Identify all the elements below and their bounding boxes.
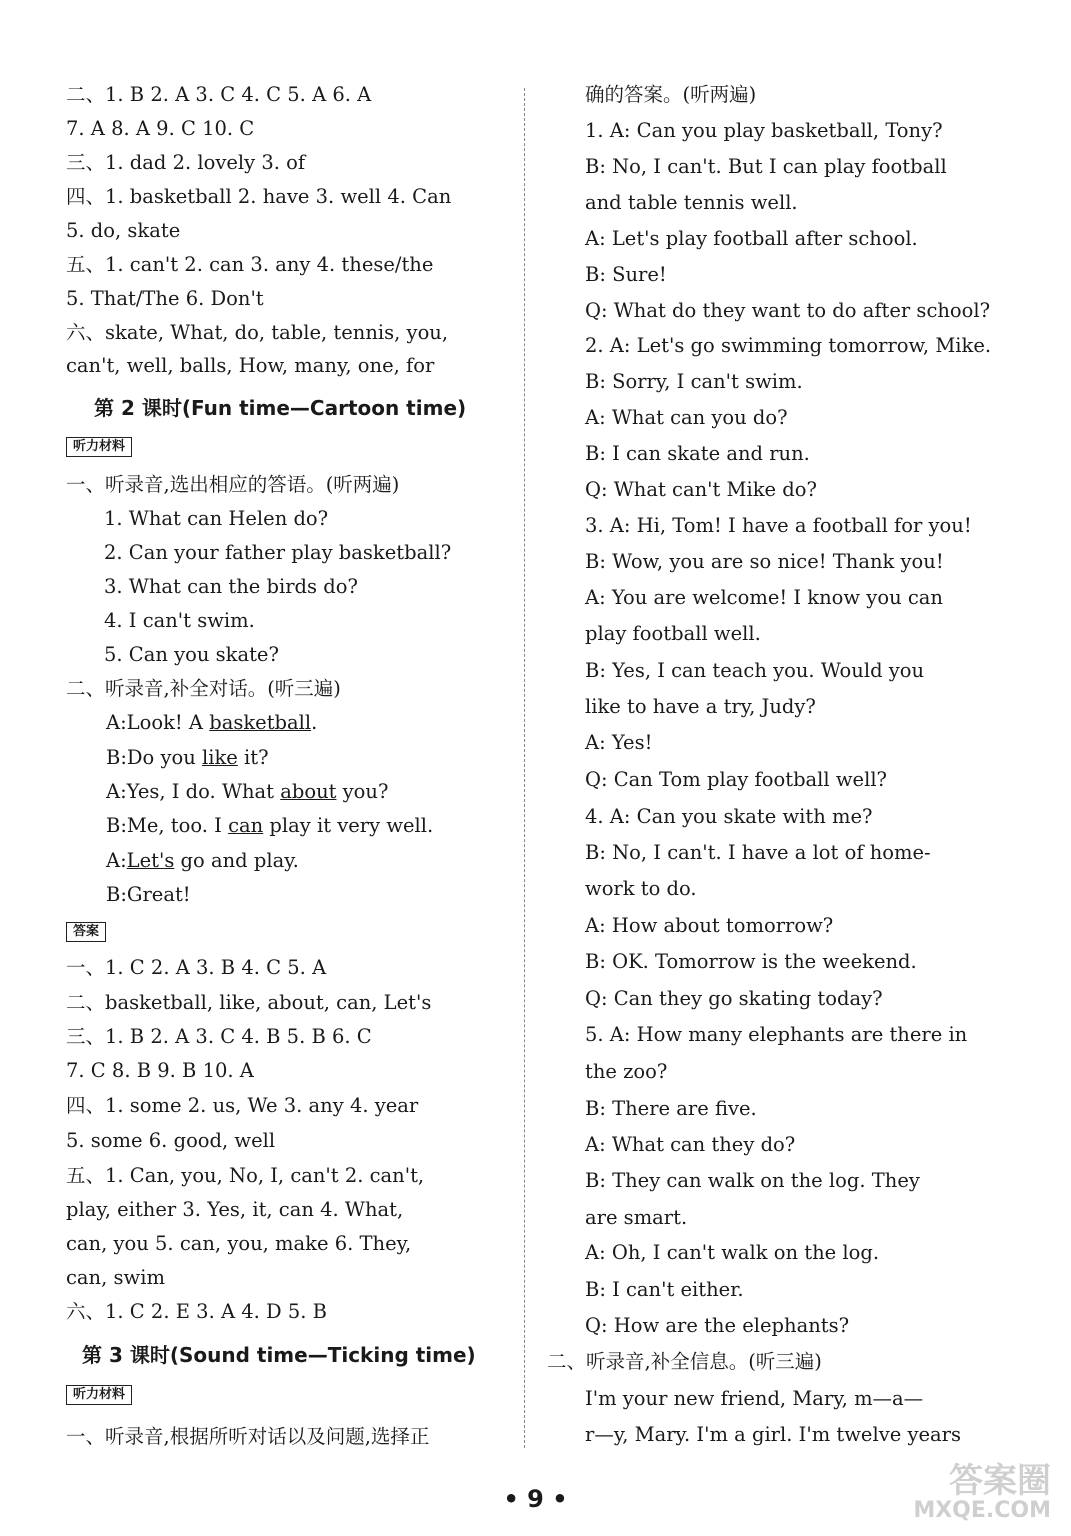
list-item: 4. I can't swim.	[104, 609, 255, 632]
dialog-line: B:Me, too. I can play it very well.	[106, 814, 434, 837]
section-title: 一、听录音,选出相应的答语。(听两遍)	[66, 473, 400, 496]
answer-line: 五、1. can't 2. can 3. any 4. these/the	[66, 253, 434, 276]
listening-material-tag: 听力材料	[66, 437, 132, 457]
text-line: A: What can they do?	[585, 1133, 796, 1156]
dialog-line: A:Yes, I do. What about you?	[106, 780, 389, 803]
list-item: 1. What can Helen do?	[104, 507, 329, 530]
text-line: 1. A: Can you play basketball, Tony?	[585, 119, 943, 142]
text-line: 3. A: Hi, Tom! I have a football for you!	[585, 514, 972, 537]
text-line: Q: What do they want to do after school?	[585, 299, 991, 322]
text-line: B: I can skate and run.	[585, 442, 810, 465]
listening-material-tag: 听力材料	[66, 1385, 132, 1405]
text-line: B: OK. Tomorrow is the weekend.	[585, 950, 917, 973]
text-line: A: Yes!	[585, 731, 653, 754]
answer-line: play, either 3. Yes, it, can 4. What,	[66, 1198, 404, 1221]
answer-line: 一、1. C 2. A 3. B 4. C 5. A	[66, 956, 327, 979]
page-number: • 9 •	[503, 1485, 568, 1513]
text-line: B: No, I can't. I have a lot of home-	[585, 841, 931, 864]
text-line: B: Sorry, I can't swim.	[585, 370, 803, 393]
answer-line: 二、basketball, like, about, can, Let's	[66, 991, 432, 1014]
answer-line: can, you 5. can, you, make 6. They,	[66, 1232, 412, 1255]
text-line: B: I can't either.	[585, 1278, 744, 1301]
section-title: 二、听录音,补全对话。(听三遍)	[66, 677, 341, 700]
text-line: 4. A: Can you skate with me?	[585, 805, 873, 828]
text-line: B: They can walk on the log. They	[585, 1169, 920, 1192]
text-line: 2. A: Let's go swimming tomorrow, Mike.	[585, 334, 992, 357]
answer-line: can't, well, balls, How, many, one, for	[66, 354, 435, 377]
text-line: Q: Can they go skating today?	[585, 987, 883, 1010]
answer-line: 7. A 8. A 9. C 10. C	[66, 117, 255, 140]
answer-line: 5. some 6. good, well	[66, 1129, 276, 1152]
answer-tag: 答案	[66, 922, 106, 942]
text-line: Q: How are the elephants?	[585, 1314, 850, 1337]
text-line: A: How about tomorrow?	[585, 914, 834, 937]
answer-line: 5. That/The 6. Don't	[66, 287, 264, 310]
text-line: Q: Can Tom play football well?	[585, 768, 888, 791]
answer-line: 5. do, skate	[66, 219, 181, 242]
dialog-line: A:Look! A basketball.	[106, 711, 318, 734]
text-line: I'm your new friend, Mary, m—a—	[585, 1387, 924, 1410]
text-line: A: Let's play football after school.	[585, 227, 918, 250]
answer-line: 五、1. Can, you, No, I, can't 2. can't,	[66, 1164, 425, 1187]
text-line: B: There are five.	[585, 1097, 757, 1120]
answer-line: 二、1. B 2. A 3. C 4. C 5. A 6. A	[66, 83, 372, 106]
answer-line: 六、skate, What, do, table, tennis, you,	[66, 321, 449, 344]
text-line: and table tennis well.	[585, 191, 798, 214]
text-line: B: Sure!	[585, 263, 667, 286]
dialog-line: B:Great!	[106, 883, 191, 906]
text-line: 确的答案。(听两遍)	[585, 83, 757, 106]
answer-line: 三、1. dad 2. lovely 3. of	[66, 151, 306, 174]
text-line: B: Yes, I can teach you. Would you	[585, 659, 925, 682]
column-divider	[524, 88, 525, 1448]
text-line: play football well.	[585, 622, 761, 645]
watermark-logo: 答案圈 MXQE.COM	[913, 1461, 1051, 1523]
section-title: 一、听录音,根据所听对话以及问题,选择正	[66, 1425, 430, 1448]
text-line: like to have a try, Judy?	[585, 695, 816, 718]
text-line: 5. A: How many elephants are there in	[585, 1023, 968, 1046]
text-line: are smart.	[585, 1206, 688, 1229]
answer-line: 三、1. B 2. A 3. C 4. B 5. B 6. C	[66, 1025, 372, 1048]
text-line: work to do.	[585, 877, 697, 900]
lesson-heading: 第 3 课时(Sound time—Ticking time)	[82, 1343, 476, 1367]
list-item: 2. Can your father play basketball?	[104, 541, 452, 564]
lesson-heading: 第 2 课时(Fun time—Cartoon time)	[94, 396, 467, 420]
text-line: the zoo?	[585, 1060, 668, 1083]
answer-line: 六、1. C 2. E 3. A 4. D 5. B	[66, 1300, 328, 1323]
list-item: 3. What can the birds do?	[104, 575, 358, 598]
answer-line: 四、1. basketball 2. have 3. well 4. Can	[66, 185, 452, 208]
answer-line: can, swim	[66, 1266, 165, 1289]
dialog-line: B:Do you like it?	[106, 746, 269, 769]
text-line: A: Oh, I can't walk on the log.	[585, 1241, 880, 1264]
text-line: B: Wow, you are so nice! Thank you!	[585, 550, 944, 573]
section-title: 二、听录音,补全信息。(听三遍)	[547, 1350, 822, 1373]
text-line: B: No, I can't. But I can play football	[585, 155, 947, 178]
list-item: 5. Can you skate?	[104, 643, 279, 666]
dialog-line: A:Let's go and play.	[106, 849, 299, 872]
text-line: r—y, Mary. I'm a girl. I'm twelve years	[585, 1423, 961, 1446]
answer-line: 7. C 8. B 9. B 10. A	[66, 1059, 254, 1082]
text-line: Q: What can't Mike do?	[585, 478, 817, 501]
answer-line: 四、1. some 2. us, We 3. any 4. year	[66, 1094, 419, 1117]
text-line: A: What can you do?	[585, 406, 788, 429]
text-line: A: You are welcome! I know you can	[585, 586, 943, 609]
